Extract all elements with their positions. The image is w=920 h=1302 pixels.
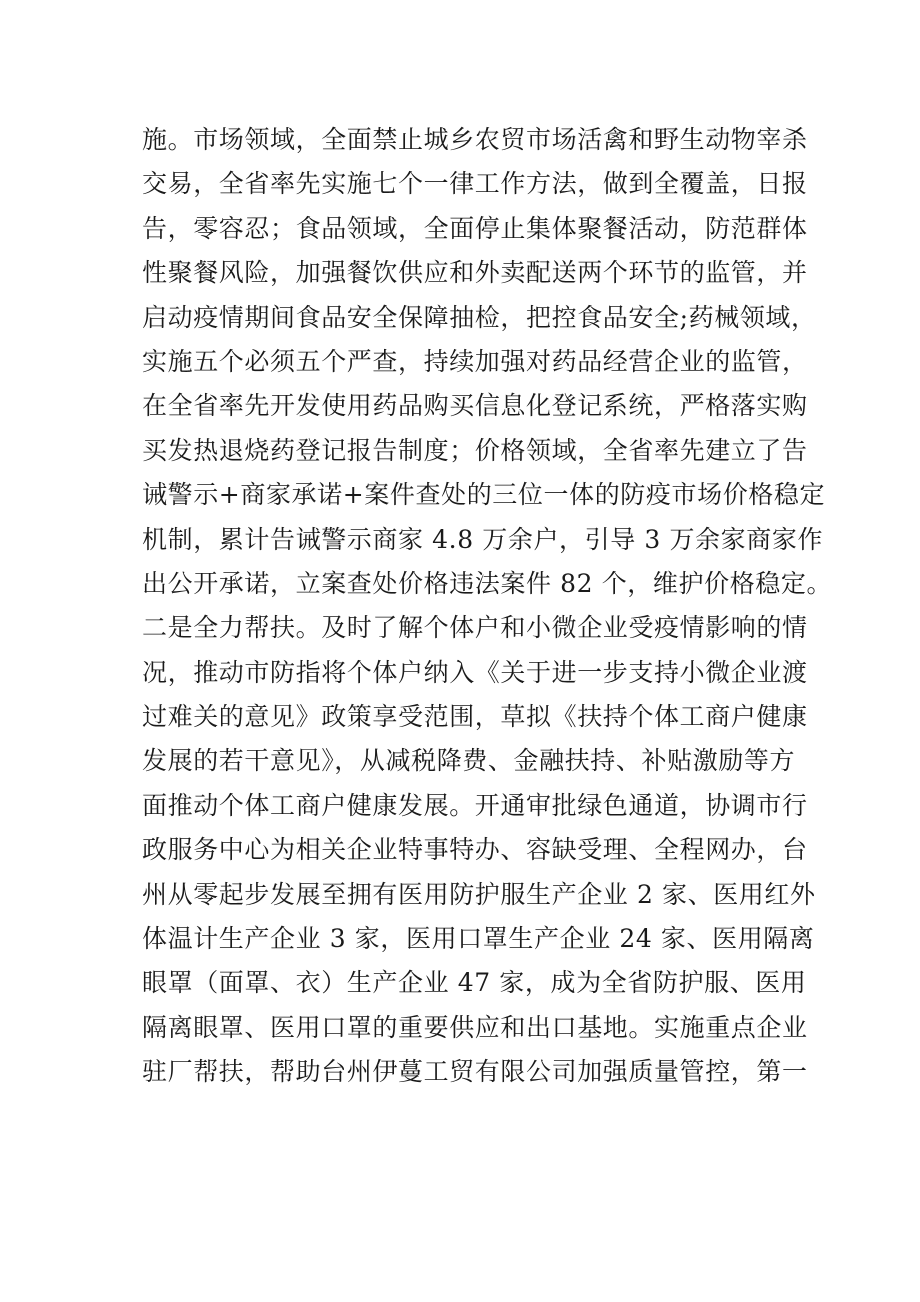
text-line: 隔离眼罩、医用口罩的重要供应和出口基地。实施重点企业	[142, 1012, 808, 1042]
text-line: 过难关的意见》政策享受范围，草拟《扶持个体工商户健康	[142, 702, 808, 732]
text-line: 体温计生产企业 3 家，医用口罩生产企业 24 家、医用隔离	[142, 924, 815, 954]
text-line: 出公开承诺，立案查处价格违法案件 82 个，维护价格稳定。	[142, 568, 833, 598]
text-line: 眼罩（面罩、衣）生产企业 47 家，成为全省防护服、医用	[142, 968, 807, 998]
text-line: 政服务中心为相关企业特事特办、容缺受理、全程网办，台	[142, 835, 808, 865]
text-line: 交易，全省率先实施七个一律工作方法，做到全覆盖，日报	[142, 169, 808, 199]
text-line: 州从零起步发展至拥有医用防护服生产企业 2 家、医用红外	[142, 879, 816, 909]
text-line: 面推动个体工商户健康发展。开通审批绿色通道，协调市行	[142, 790, 808, 820]
text-line: 驻厂帮扶，帮助台州伊蔓工贸有限公司加强质量管控，第一	[142, 1057, 808, 1087]
text-line: 诫警示+商家承诺+案件查处的三位一体的防疫市场价格稳定	[142, 480, 826, 510]
text-line: 施。市场领域，全面禁止城乡农贸市场活禽和野生动物宰杀	[142, 125, 808, 154]
text-line: 启动疫情期间食品安全保障抽检，把控食品安全;药械领域，	[142, 302, 817, 332]
text-line: 机制，累计告诫警示商家 4.8 万余户，引导 3 万余家商家作	[142, 524, 824, 554]
body-text	[142, 118, 833, 1095]
text-line: 性聚餐风险，加强餐饮供应和外卖配送两个环节的监管，并	[142, 258, 808, 288]
text-line: 买发热退烧药登记报告制度；价格领域，全省率先建立了告	[142, 435, 808, 465]
text-line: 在全省率先开发使用药品购买信息化登记系统，严格落实购	[142, 391, 808, 421]
text-line: 发展的若干意见》，从减税降费、金融扶持、补贴激励等方	[142, 746, 796, 776]
text-line: 告，零容忍；食品领域，全面停止集体聚餐活动，防范群体	[142, 213, 808, 243]
text-line: 实施五个必须五个严查，持续加强对药品经营企业的监管，	[142, 346, 808, 376]
text-line: 二是全力帮扶。及时了解个体户和小微企业受疫情影响的情	[142, 613, 808, 643]
text-line: 况，推动市防指将个体户纳入《关于进一步支持小微企业渡	[142, 657, 808, 687]
